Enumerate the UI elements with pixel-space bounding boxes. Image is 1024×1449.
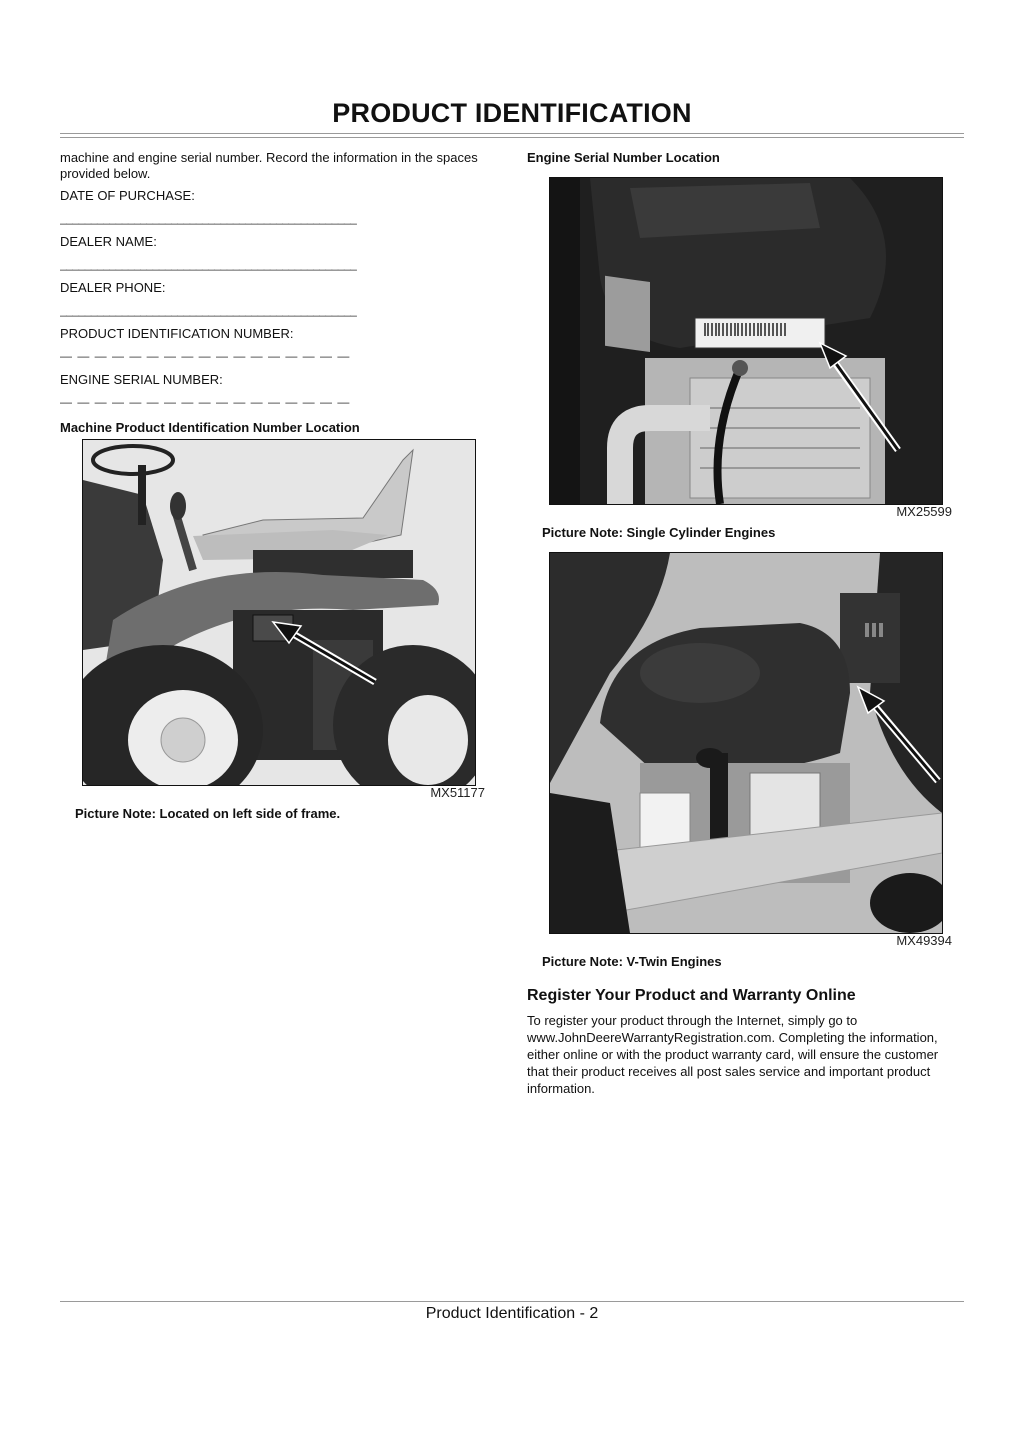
register-body: To register your product through the Internet, simply go to www.JohnDeereWarrantyRegistration.com. Completing the information, either online or with the product warranty card, will ensure the customer that their product receives all post sales service and important product information. — [527, 1013, 939, 1096]
field-blank-dealer-phone: ________________________________________________ — [60, 303, 357, 317]
right-column — [527, 150, 957, 166]
field-label-product-id: PRODUCT IDENTIFICATION NUMBER: — [60, 326, 294, 341]
engine-serial-heading: Engine Serial Number Location — [527, 150, 720, 165]
title-rule-bottom — [60, 137, 964, 138]
machine-pin-heading: Machine Product Identification Number Location — [60, 420, 360, 435]
register-heading: Register Your Product and Warranty Online — [527, 987, 856, 1004]
intro-text: machine and engine serial number. Record the information in the spaces provided below. — [60, 150, 478, 181]
single-cylinder-photo — [549, 177, 943, 505]
field-blank-product-id: — — — — — — — — — — — — — — — — — — [60, 349, 351, 363]
v-twin-figure-code: MX49394 — [896, 933, 952, 948]
single-cylinder-engine-illustration — [550, 178, 942, 504]
field-label-date-of-purchase: DATE OF PURCHASE: — [60, 188, 195, 203]
page-footer: Product Identification - 2 — [425, 1305, 599, 1322]
field-blank-date-of-purchase: ________________________________________________ — [60, 211, 357, 225]
title-rule-top — [60, 133, 964, 134]
field-label-engine-serial: ENGINE SERIAL NUMBER: — [60, 372, 223, 387]
field-label-dealer-phone: DEALER PHONE: — [60, 280, 166, 295]
machine-figure-code: MX51177 — [430, 785, 485, 800]
field-label-dealer-name: DEALER NAME: — [60, 234, 157, 249]
v-twin-engine-illustration — [550, 553, 942, 933]
single-cylinder-picture-note: Picture Note: Single Cylinder Engines — [542, 525, 776, 540]
tractor-illustration — [83, 440, 475, 785]
v-twin-photo — [549, 552, 943, 934]
v-twin-picture-note: Picture Note: V-Twin Engines — [542, 954, 722, 969]
left-column — [60, 150, 500, 436]
machine-picture-note: Picture Note: Located on left side of frame. — [75, 806, 341, 821]
machine-photo — [82, 439, 476, 786]
footer-rule — [60, 1301, 964, 1302]
single-cylinder-figure-code: MX25599 — [896, 504, 952, 519]
field-blank-engine-serial: — — — — — — — — — — — — — — — — — — [60, 395, 351, 409]
page-title: PRODUCT IDENTIFICATION — [332, 98, 692, 128]
field-blank-dealer-name: ________________________________________________ — [60, 257, 357, 271]
